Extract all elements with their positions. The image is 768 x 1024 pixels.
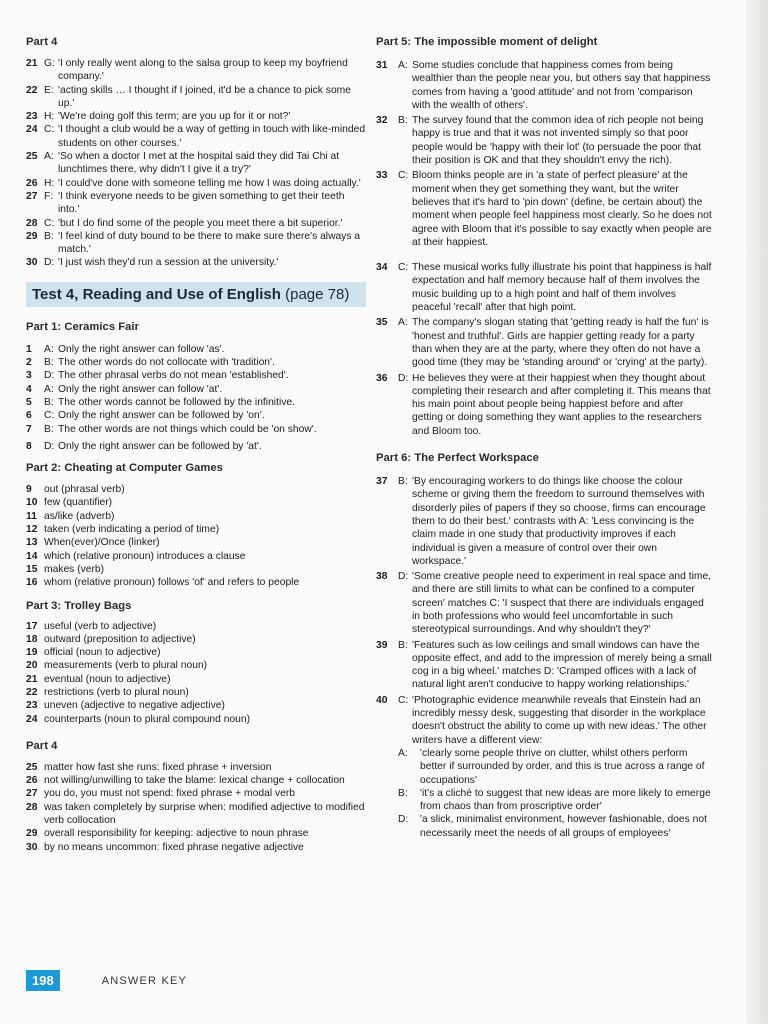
answer-number: 21 bbox=[26, 673, 38, 685]
answer-number: 23 bbox=[26, 111, 38, 123]
section-heading-part6: Part 6: The Perfect Workspace bbox=[376, 452, 539, 465]
answer-letter: C: bbox=[398, 170, 409, 182]
answer-letter: A: bbox=[398, 60, 408, 71]
answer-explanation: Only the right answer can be followed by 'at'. bbox=[58, 440, 262, 452]
answer-list-part4-use-of-english bbox=[26, 761, 366, 854]
answer-explanation: 'By encouraging workers to do things like choose the colour scheme or giving them the freedom to surround themselves with disorderly piles of papers if they so choose, firms can encourage them to do their best.' contrasts with A: 'Less convincing is the claim made in one study that productivity improves if each individual is given a measure of control over their own workspace.' bbox=[412, 476, 706, 567]
answer-number: 25 bbox=[26, 151, 38, 163]
section-heading-part4-listening: Part 4 bbox=[26, 36, 58, 48]
answer-item bbox=[26, 801, 366, 828]
answer-item bbox=[376, 169, 712, 249]
answer-explanation: taken (verb indicating a period of time) bbox=[44, 524, 220, 536]
answer-item bbox=[376, 316, 712, 369]
answer-item bbox=[26, 761, 366, 774]
answer-list-part5 bbox=[376, 59, 712, 438]
answer-number: 27 bbox=[26, 190, 38, 202]
answer-number: 18 bbox=[26, 633, 38, 645]
answer-number: 20 bbox=[26, 660, 38, 672]
section-heading-part3: Part 3: Trolley Bags bbox=[26, 599, 132, 612]
answer-number: 39 bbox=[376, 639, 388, 651]
answer-explanation: outward (preposition to adjective) bbox=[44, 633, 196, 645]
page-number-badge: 198 bbox=[26, 970, 60, 991]
answer-item bbox=[26, 787, 366, 800]
answer-explanation: 'I only really went along to the salsa group to keep my boyfriend company.' bbox=[58, 58, 348, 83]
answer-letter: C: bbox=[398, 262, 409, 274]
answer-explanation: 'acting skills … I thought if I joined, it'd be a chance to pick some up.' bbox=[58, 84, 351, 109]
answer-explanation: 'Some creative people need to experiment in real space and time, and there are still limits to what can be confined to a computer screen' matches C: 'I suspect that there are individuals engaged in both professions who would feel uncomfortable in such stereotypical surroundings. And why shouldn't they?' bbox=[412, 571, 712, 636]
answer-item bbox=[26, 396, 366, 409]
answer-number: 2 bbox=[26, 357, 32, 369]
answer-number: 22 bbox=[26, 686, 38, 698]
answer-number: 38 bbox=[376, 571, 388, 583]
answer-letter: C: bbox=[44, 410, 55, 422]
answer-number: 23 bbox=[26, 700, 38, 712]
answer-letter: B: bbox=[44, 396, 54, 408]
answer-explanation: 'I could've done with someone telling me how I was doing actually.' bbox=[58, 177, 361, 189]
answer-explanation: The survey found that the common idea of rich people not being happy is true and that it was not invented simply so that poor people would be 'happy with their lot' (to persuade the poor that their position is OK and that they shouldn't envy the rich). bbox=[412, 115, 704, 167]
answer-explanation: 'I feel kind of duty bound to be there to make sure there's always a match.' bbox=[58, 230, 361, 256]
answer-list-part1 bbox=[26, 343, 366, 453]
answer-item bbox=[376, 694, 712, 747]
answer-item bbox=[26, 190, 366, 217]
answer-item bbox=[26, 217, 366, 230]
answer-letter: C: bbox=[398, 694, 409, 706]
answer-item bbox=[26, 673, 366, 686]
answer-number: 17 bbox=[26, 620, 38, 632]
contrast-item bbox=[398, 787, 712, 814]
answer-number: 19 bbox=[26, 647, 38, 659]
answer-item bbox=[26, 256, 366, 269]
answer-explanation: 'So when a doctor I met at the hospital said they did Tai Chi at lunchtimes there, why didn't I give it a try?' bbox=[58, 151, 340, 176]
answer-number: 35 bbox=[376, 317, 388, 329]
answer-explanation: restrictions (verb to plural noun) bbox=[44, 686, 189, 698]
answer-number: 13 bbox=[26, 537, 38, 549]
answer-explanation: whom (relative pronoun) follows 'of' and refers to people bbox=[44, 577, 300, 589]
answer-item bbox=[26, 563, 366, 576]
answer-item bbox=[26, 536, 366, 549]
section-heading-part4-use-of-english: Part 4 bbox=[26, 739, 58, 752]
answer-item bbox=[26, 57, 366, 84]
contrast-letter: B: bbox=[398, 787, 408, 799]
answer-item bbox=[376, 372, 712, 438]
answer-explanation: few (quantifier) bbox=[44, 497, 113, 509]
answer-item bbox=[26, 110, 366, 123]
answer-explanation: Only the right answer can follow 'as'. bbox=[58, 343, 225, 355]
answer-number: 33 bbox=[376, 170, 388, 182]
answer-explanation: overall responsibility for keeping: adjective to noun phrase bbox=[44, 828, 309, 840]
answer-letter: A: bbox=[44, 343, 54, 355]
section-heading-part1: Part 1: Ceramics Fair bbox=[26, 320, 139, 333]
right-column bbox=[376, 36, 712, 840]
contrast-item bbox=[398, 747, 712, 787]
answer-number: 21 bbox=[26, 58, 38, 69]
answer-list-part6 bbox=[376, 475, 712, 747]
answer-item bbox=[26, 383, 366, 396]
answer-explanation: as/like (adverb) bbox=[44, 510, 115, 522]
answer-letter: A: bbox=[398, 317, 408, 329]
answer-explanation: by no means uncommon: fixed phrase negative adjective bbox=[44, 841, 304, 853]
answer-number: 16 bbox=[26, 577, 38, 589]
answer-explanation: uneven (adjective to negative adjective) bbox=[44, 700, 225, 712]
answer-explanation: The other words do not collocate with 'tradition'. bbox=[58, 357, 275, 369]
page-footer bbox=[26, 970, 187, 991]
answer-explanation: 'I think everyone needs to be given something to get their teeth into.' bbox=[58, 190, 345, 216]
answer-explanation: measurements (verb to plural noun) bbox=[44, 660, 208, 672]
contrast-letter: D: bbox=[398, 814, 409, 826]
answer-explanation: not willing/unwilling to take the blame: lexical change + collocation bbox=[44, 775, 345, 787]
left-column bbox=[26, 36, 366, 854]
answer-explanation: 'We're doing golf this term; are you up for it or not?' bbox=[58, 111, 291, 123]
answer-letter: D: bbox=[398, 372, 409, 384]
answer-item bbox=[26, 523, 366, 536]
answer-number: 22 bbox=[26, 84, 38, 96]
answer-40-contrast-list bbox=[398, 747, 712, 840]
section-heading-part5: Part 5: The impossible moment of delight bbox=[376, 36, 598, 48]
answer-number: 28 bbox=[26, 801, 38, 813]
answer-letter: D: bbox=[398, 571, 409, 583]
answer-number: 26 bbox=[26, 775, 38, 787]
answer-number: 1 bbox=[26, 343, 32, 355]
answer-letter: D: bbox=[44, 370, 55, 382]
answer-explanation: The other phrasal verbs do not mean 'established'. bbox=[58, 370, 289, 382]
answer-letter: B: bbox=[398, 115, 408, 127]
answer-explanation: He believes they were at their happiest when they thought about completing their research and after completing it. This means that his main point about people being happiest before and after getting or doing something they want applies to the researchers and Bloom too. bbox=[412, 372, 711, 437]
answer-number: 14 bbox=[26, 550, 38, 562]
answer-item bbox=[26, 423, 366, 436]
answer-item bbox=[26, 123, 366, 150]
answer-number: 24 bbox=[26, 124, 38, 136]
answer-number: 4 bbox=[26, 383, 32, 395]
answer-item bbox=[26, 633, 366, 646]
answer-explanation: These musical works fully illustrate his point that happiness is half expectation and half memory because half of them involves the music building up to a high point and half of them involves peaceful 'recall' after that high point. bbox=[412, 262, 712, 314]
answer-item bbox=[26, 510, 366, 523]
answer-item bbox=[376, 475, 712, 568]
answer-explanation: official (noun to adjective) bbox=[44, 647, 161, 659]
answer-letter: H: bbox=[44, 111, 55, 123]
section-heading-part2: Part 2: Cheating at Computer Games bbox=[26, 462, 223, 475]
footer-section-label: ANSWER KEY bbox=[101, 974, 188, 987]
answer-letter: G: bbox=[44, 58, 55, 69]
answer-number: 32 bbox=[376, 115, 388, 127]
answer-letter: A: bbox=[44, 151, 54, 163]
answer-explanation: was taken completely by surprise when: modified adjective to modified verb collocation bbox=[44, 801, 365, 827]
answer-number: 31 bbox=[376, 60, 388, 71]
answer-number: 30 bbox=[26, 257, 38, 269]
answer-item bbox=[26, 356, 366, 369]
answer-number: 15 bbox=[26, 563, 38, 575]
answer-letter: H: bbox=[44, 177, 55, 189]
answer-number: 7 bbox=[26, 423, 32, 435]
answer-explanation: The other words are not things which could be 'on show'. bbox=[58, 423, 317, 435]
answer-item bbox=[26, 369, 366, 382]
answer-item bbox=[376, 59, 712, 112]
answer-number: 6 bbox=[26, 410, 32, 422]
answer-explanation: which (relative pronoun) introduces a clause bbox=[44, 550, 246, 562]
answer-explanation: matter how fast she runs: fixed phrase + inversion bbox=[44, 761, 272, 773]
answer-item bbox=[26, 177, 366, 190]
answer-letter: B: bbox=[44, 423, 54, 435]
answer-letter: C: bbox=[44, 124, 55, 136]
answer-item bbox=[26, 496, 366, 509]
answer-item bbox=[26, 713, 366, 726]
answer-number: 25 bbox=[26, 761, 38, 773]
answer-explanation: counterparts (noun to plural compound noun) bbox=[44, 713, 251, 725]
answer-explanation: Only the right answer can be followed by 'on'. bbox=[58, 410, 265, 422]
answer-explanation: out (phrasal verb) bbox=[44, 484, 125, 496]
answer-explanation: 'but I do find some of the people you meet there a bit superior.' bbox=[58, 217, 343, 229]
answer-explanation: When(ever)/Once (linker) bbox=[44, 537, 160, 549]
answer-explanation: 'Features such as low ceilings and small windows can have the opposite effect, and add to the impression of merely being a small cog in a big wheel.' matches D: 'Cramped offices with a lack of natural light aren't conducive to happy working relationships.' bbox=[412, 639, 712, 691]
answer-number: 29 bbox=[26, 828, 38, 840]
answer-item bbox=[26, 150, 366, 177]
answer-number: 30 bbox=[26, 841, 38, 853]
answer-explanation: 'I thought a club would be a way of getting in touch with like-minded students on other courses.' bbox=[58, 124, 366, 149]
page-edge-shadow bbox=[746, 0, 768, 1024]
contrast-quote: 'a slick, minimalist environment, however fashionable, does not necessarily meet the needs of all groups of employees' bbox=[420, 814, 707, 839]
answer-number: 5 bbox=[26, 396, 32, 408]
answer-number: 40 bbox=[376, 694, 388, 706]
answer-number: 8 bbox=[26, 440, 32, 452]
contrast-item bbox=[398, 813, 712, 840]
answer-item bbox=[376, 570, 712, 636]
answer-letter: D: bbox=[44, 257, 55, 269]
answer-item bbox=[26, 646, 366, 659]
answer-explanation: The other words cannot be followed by the infinitive. bbox=[58, 396, 295, 408]
answer-letter: C: bbox=[44, 217, 55, 229]
answer-list-part2 bbox=[26, 483, 366, 589]
answer-item bbox=[26, 827, 366, 840]
answer-list-part4-listening bbox=[26, 57, 366, 270]
answer-number: 37 bbox=[376, 476, 388, 488]
contrast-quote: 'it's a cliché to suggest that new ideas are more likely to emerge from chaos than from proscriptive order' bbox=[420, 787, 711, 813]
answer-item bbox=[26, 483, 366, 496]
answer-item bbox=[26, 841, 366, 854]
answer-item bbox=[376, 114, 712, 167]
answer-number: 27 bbox=[26, 788, 38, 800]
answer-letter: A: bbox=[44, 383, 54, 395]
answer-number: 10 bbox=[26, 497, 38, 509]
answer-item bbox=[26, 343, 366, 356]
answer-item bbox=[26, 774, 366, 787]
answer-explanation: you do, you must not spend: fixed phrase + modal verb bbox=[44, 788, 295, 800]
answer-explanation: 'Photographic evidence meanwhile reveals that Einstein had an incredibly messy desk, suggesting that disorder in the workplace doesn't obstruct the ability to come up with new ideas.' The other writers have a different view: bbox=[412, 694, 707, 746]
answer-explanation: makes (verb) bbox=[44, 563, 105, 575]
answer-item bbox=[376, 261, 712, 314]
answer-number: 11 bbox=[26, 510, 37, 522]
answer-number: 29 bbox=[26, 230, 38, 242]
answer-explanation: 'I just wish they'd run a session at the university.' bbox=[58, 257, 279, 269]
answer-letter: B: bbox=[398, 476, 408, 488]
answer-item bbox=[26, 409, 366, 422]
answer-explanation: Bloom thinks people are in 'a state of perfect pleasure' at the moment when they get something they want, but the writer believes that it's hard to 'pin down' (define, be certain about) the moment when people feel happiness most clearly. So he does not agree with Bloom that it's possible to say exactly when people are at their happiest. bbox=[412, 170, 712, 248]
answer-number: 26 bbox=[26, 177, 38, 189]
answer-item bbox=[26, 699, 366, 712]
answer-letter: B: bbox=[44, 230, 54, 242]
answer-number: 34 bbox=[376, 262, 388, 274]
answer-explanation: Some studies conclude that happiness comes from being wealthier than the people near you, but others say that happiness comes from having a 'good attitude' and not from 'comparison with the wealth of others'. bbox=[412, 60, 711, 111]
answer-number: 36 bbox=[376, 372, 388, 384]
answer-item bbox=[26, 686, 366, 699]
contrast-letter: A: bbox=[398, 747, 408, 759]
answer-item bbox=[26, 576, 366, 589]
contrast-quote: 'clearly some people thrive on clutter, whilst others perform better if surrounded by order, and this is true across a range of occupations' bbox=[420, 747, 705, 786]
answer-item bbox=[26, 84, 366, 111]
answer-item bbox=[26, 440, 366, 453]
answer-letter: D: bbox=[44, 440, 55, 452]
test-title: Test 4, Reading and Use of English bbox=[32, 285, 281, 303]
answer-letter: B: bbox=[398, 639, 408, 651]
test-page-ref: (page 78) bbox=[285, 285, 350, 303]
answer-item bbox=[26, 230, 366, 257]
answer-letter: B: bbox=[44, 357, 54, 369]
answer-item bbox=[26, 550, 366, 563]
answer-explanation: The company's slogan stating that 'getting ready is half the fun' is 'honest and truthful'. Girls are happier getting ready for a party than when they are at the party, where they often do not have a good time (they may be 'standing around' or 'crying' at the party). bbox=[412, 317, 709, 369]
answer-number: 24 bbox=[26, 713, 38, 725]
answer-number: 28 bbox=[26, 217, 38, 229]
answer-number: 12 bbox=[26, 524, 38, 536]
answer-item bbox=[26, 659, 366, 672]
answer-number: 9 bbox=[26, 484, 32, 496]
answer-explanation: useful (verb to adjective) bbox=[44, 620, 157, 632]
answer-number: 3 bbox=[26, 370, 32, 382]
answer-explanation: Only the right answer can follow 'at'. bbox=[58, 383, 223, 395]
answer-list-part3 bbox=[26, 620, 366, 726]
answer-item bbox=[26, 620, 366, 633]
answer-letter: F: bbox=[44, 190, 54, 202]
test-heading-band bbox=[26, 282, 366, 307]
answer-explanation: eventual (noun to adjective) bbox=[44, 673, 171, 685]
answer-item bbox=[376, 639, 712, 692]
answer-letter: E: bbox=[44, 84, 54, 96]
